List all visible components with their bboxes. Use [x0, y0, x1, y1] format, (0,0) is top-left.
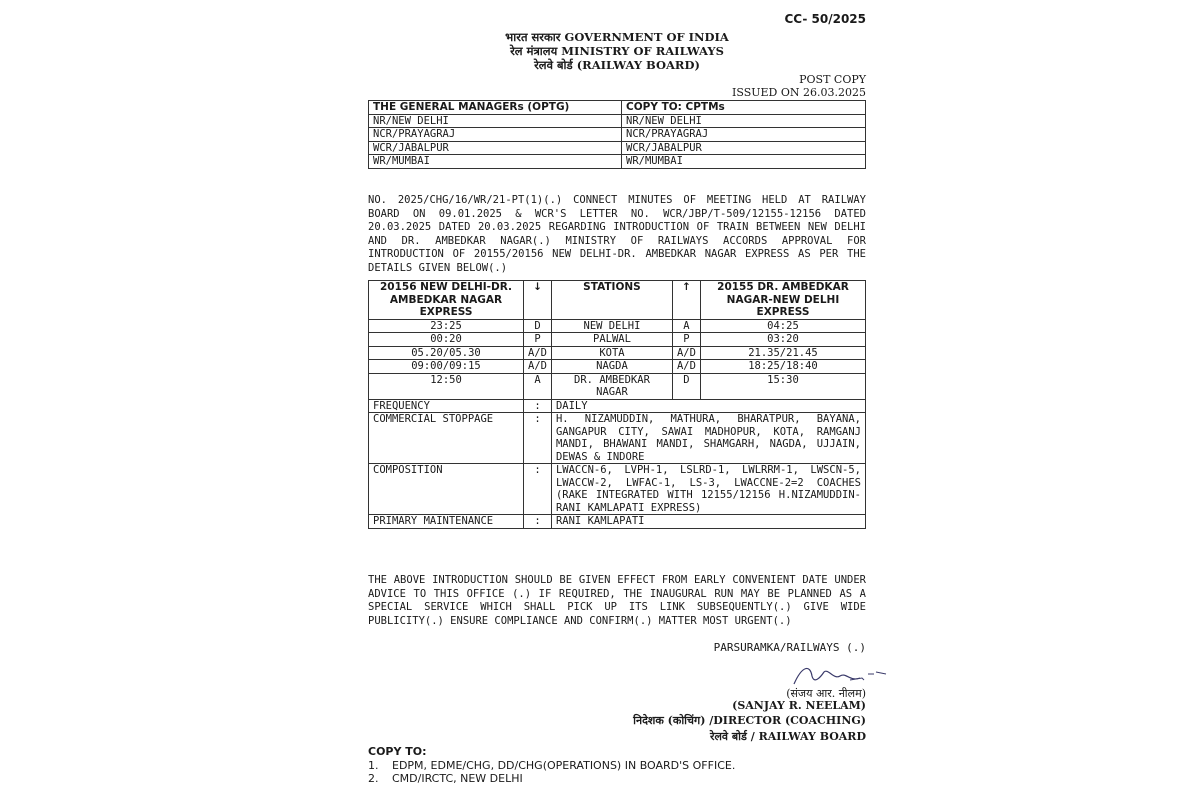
reference-number: CC- 50/2025 [784, 12, 866, 26]
down-code: A/D [524, 360, 552, 374]
station-name: NAGDA [551, 360, 672, 374]
stations-header: STATIONS [551, 281, 672, 320]
train-20156-header: 20156 NEW DELHI-DR. AMBEDKAR NAGAR EXPRESS [369, 281, 524, 320]
list-item [368, 759, 735, 772]
detail-value: RANI KAMLAPATI [551, 515, 865, 529]
down-code: D [524, 319, 552, 333]
addressee-right: NCR/PRAYAGRAJ [622, 128, 866, 142]
detail-separator: : [524, 464, 552, 515]
up-code: A/D [672, 360, 700, 374]
list-item-number: 2. [368, 772, 379, 785]
issued-on-date: ISSUED ON 26.03.2025 [732, 86, 866, 99]
detail-label: FREQUENCY [369, 399, 524, 413]
table-row [369, 141, 866, 155]
addressees-header-row [369, 101, 866, 115]
table-row [369, 319, 866, 333]
up-time: 04:25 [700, 319, 865, 333]
detail-separator: : [524, 515, 552, 529]
up-time: 03:20 [700, 333, 865, 347]
table-row [369, 333, 866, 347]
addressees-table [368, 100, 866, 169]
up-time: 18:25/18:40 [700, 360, 865, 374]
up-arrow-icon: ↑ [672, 281, 700, 320]
header-ministry: रेल मंत्रालय MINISTRY OF RAILWAYS [510, 44, 724, 58]
up-code: D [672, 373, 700, 399]
addressees-head-right: COPY TO: CPTMs [622, 101, 866, 115]
detail-separator: : [524, 413, 552, 464]
list-item [368, 772, 523, 785]
addressee-right: NR/NEW DELHI [622, 114, 866, 128]
table-row [369, 373, 866, 399]
up-time: 15:30 [700, 373, 865, 399]
detail-value: DAILY [551, 399, 865, 413]
down-time: 23:25 [369, 319, 524, 333]
sender-line: PARSURAMKA/RAILWAYS (.) [713, 641, 866, 654]
table-row [369, 128, 866, 142]
detail-row-composition [369, 464, 866, 515]
list-item-number: 1. [368, 759, 379, 772]
signatory-designation: निदेशक (कोचिंग) /DIRECTOR (COACHING) [633, 714, 866, 727]
list-item-text: CMD/IRCTC, NEW DELHI [392, 772, 523, 785]
up-code: A [672, 319, 700, 333]
detail-label: COMPOSITION [369, 464, 524, 515]
post-copy-label: POST COPY [799, 73, 866, 86]
table-row [369, 346, 866, 360]
station-name: DR. AMBEDKAR NAGAR [551, 373, 672, 399]
down-code: A/D [524, 346, 552, 360]
table-row [369, 114, 866, 128]
up-code: A/D [672, 346, 700, 360]
down-code: A [524, 373, 552, 399]
copy-to-title: COPY TO: [368, 745, 427, 758]
detail-value: LWACCN-6, LVPH-1, LSLRD-1, LWLRRM-1, LWSCN-5, LWACCW-2, LWFAC-1, LS-3, LWACCNE-2=2 COACHES (RAKE INTEGRATED WITH 12155/12156 H.NIZAMUDDIN-RANI KAMLAPATI EXPRESS) [551, 464, 865, 515]
detail-label: PRIMARY MAINTENANCE [369, 515, 524, 529]
detail-row-frequency [369, 399, 866, 413]
train-20155-header: 20155 DR. AMBEDKAR NAGAR-NEW DELHI EXPRESS [700, 281, 865, 320]
header-board: रेलवे बोर्ड (RAILWAY BOARD) [534, 58, 700, 72]
station-name: NEW DELHI [551, 319, 672, 333]
list-item-text: EDPM, EDME/CHG, DD/CHG(OPERATIONS) IN BOARD'S OFFICE. [392, 759, 736, 772]
table-row [369, 360, 866, 374]
table-row [369, 155, 866, 169]
addressee-left: NCR/PRAYAGRAJ [369, 128, 622, 142]
addressee-right: WCR/JABALPUR [622, 141, 866, 155]
addressee-left: WR/MUMBAI [369, 155, 622, 169]
down-time: 12:50 [369, 373, 524, 399]
header-government: भारत सरकार GOVERNMENT OF INDIA [505, 30, 729, 44]
station-name: KOTA [551, 346, 672, 360]
signatory-hindi-name: (संजय आर. नीलम) [786, 687, 866, 700]
detail-row-stoppage [369, 413, 866, 464]
timetable [368, 280, 866, 529]
up-time: 21.35/21.45 [700, 346, 865, 360]
down-time: 09:00/09:15 [369, 360, 524, 374]
station-name: PALWAL [551, 333, 672, 347]
detail-row-maintenance [369, 515, 866, 529]
signatory-office: रेलवे बोर्ड / RAILWAY BOARD [709, 730, 866, 743]
signatory-name: (SANJAY R. NEELAM) [732, 699, 866, 712]
down-time: 05.20/05.30 [369, 346, 524, 360]
addressee-right: WR/MUMBAI [622, 155, 866, 169]
detail-separator: : [524, 399, 552, 413]
addressee-left: WCR/JABALPUR [369, 141, 622, 155]
up-code: P [672, 333, 700, 347]
detail-label: COMMERCIAL STOPPAGE [369, 413, 524, 464]
down-time: 00:20 [369, 333, 524, 347]
addressee-left: NR/NEW DELHI [369, 114, 622, 128]
closing-paragraph: THE ABOVE INTRODUCTION SHOULD BE GIVEN EFFECT FROM EARLY CONVENIENT DATE UNDER ADVICE TO THIS OFFICE (.) IF REQUIRED, THE INAUGURAL RUN MAY BE PLANNED AS A SPECIAL SERVICE WHICH SHALL PICK UP ITS LINK SUBSEQUENTLY(.) GIVE WIDE PUBLICITY(.) ENSURE COMPLIANCE AND CONFIRM(.) MATTER MOST URGENT(.) [368, 574, 866, 627]
timetable-header-row [369, 281, 866, 320]
down-arrow-icon: ↓ [524, 281, 552, 320]
down-code: P [524, 333, 552, 347]
addressees-head-left: THE GENERAL MANAGERs (OPTG) [369, 101, 622, 115]
detail-value: H. NIZAMUDDIN, MATHURA, BHARATPUR, BAYANA, GANGAPUR CITY, SAWAI MADHOPUR, KOTA, RAMGANJ MANDI, BHAWANI MANDI, SHAMGARH, NAGDA, UJJAIN, DEWAS & INDORE [551, 413, 865, 464]
body-paragraph: NO. 2025/CHG/16/WR/21-PT(1)(.) CONNECT MINUTES OF MEETING HELD AT RAILWAY BOARD ON 09.01.2025 & WCR'S LETTER NO. WCR/JBP/T-509/12155-12156 DATED 20.03.2025 DATED 20.03.2025 REGARDING INTRODUCTION OF TRAIN BETWEEN NEW DELHI AND DR. AMBEDKAR NAGAR(.) MINISTRY OF RAILWAYS ACCORDS APPROVAL FOR INTRODUCTION OF 20155/20156 NEW DELHI-DR. AMBEDKAR NAGAR EXPRESS AS PER THE DETAILS GIVEN BELOW(.) [368, 194, 866, 274]
